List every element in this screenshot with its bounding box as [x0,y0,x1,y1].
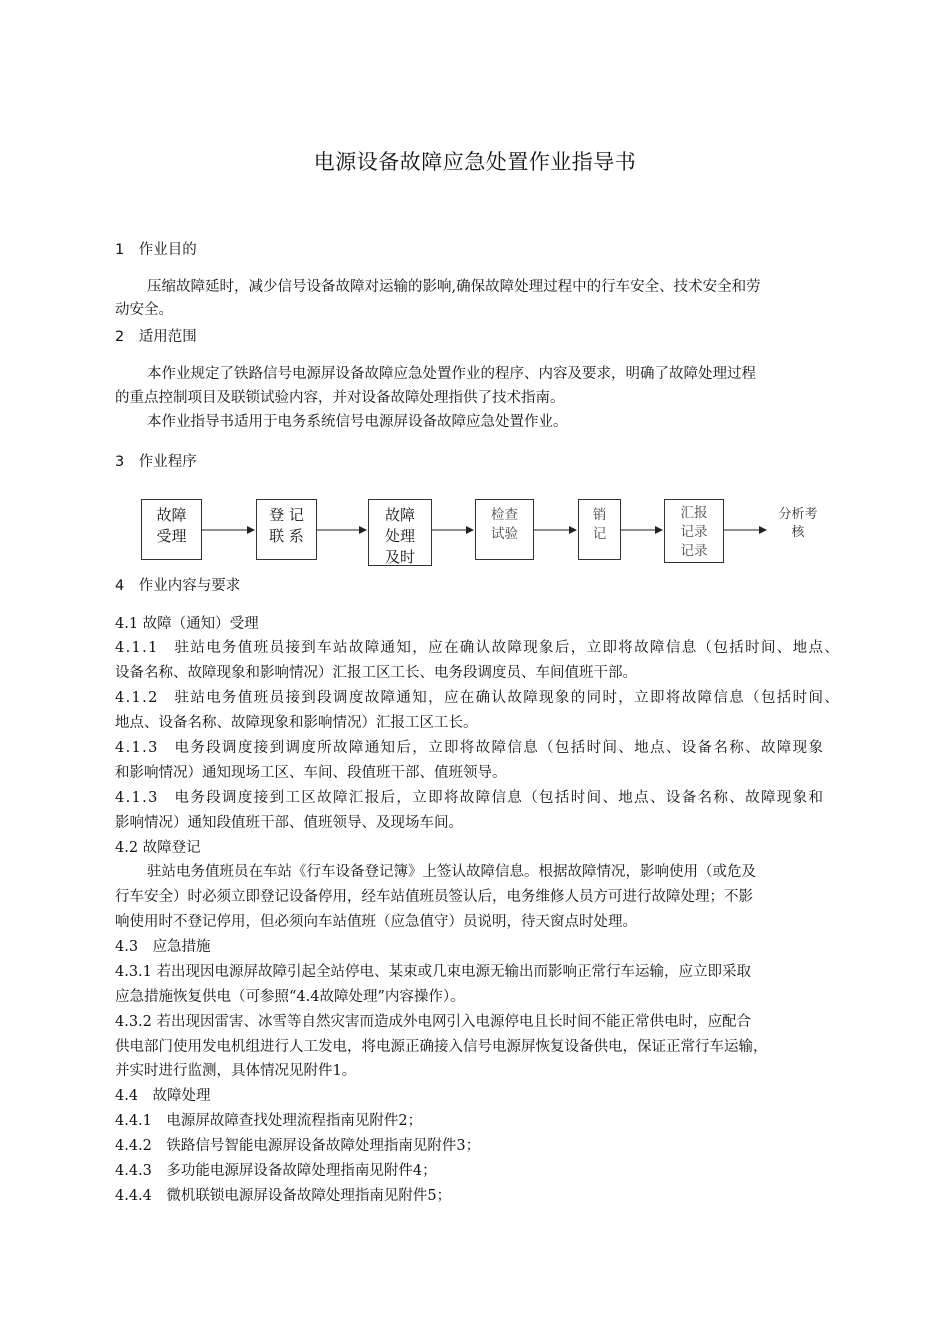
subsection-4-1-heading: 4.1 故障（通知）受理 [115,616,259,632]
flow-step-report-record: 汇报 记录 记录 [664,499,724,563]
clause-4-3-1-line-2: 应急措施恢复供电（可参照“4.4故障处理”内容操作）。 [115,989,465,1005]
flow-step-fault-acceptance: 故障 受理 [141,499,202,560]
section-1-paragraph-line-2: 动安全。 [115,302,173,318]
flow-step-inspection-test: 检查 试验 [475,499,534,560]
flow-step-fault-handling: 故障 处理 及时 [368,499,432,566]
flow-step-register-contact: 登 记 联 系 [256,499,317,560]
section-2-heading: 2 适用范围 [115,329,197,345]
subsection-4-4-heading: 4.4 故障处理 [115,1088,211,1104]
clause-4-4-2: 4.4.2 铁路信号智能电源屏设备故障处理指南见附件3； [115,1138,481,1154]
document-title: 电源设备故障应急处置作业指导书 [313,150,637,174]
section-2-paragraph-1-line-2: 的重点控制项目及联锁试验内容，并对设备故障处理指供了技术指南。 [115,390,565,406]
section-2-paragraph-2: 本作业指导书适用于电务系统信号电源屏设备故障应急处置作业。 [147,414,568,430]
subsection-4-2-heading: 4.2 故障登记 [115,840,201,856]
clause-4-3-2-line-3: 并实时进行监测，具体情况见附件1。 [115,1063,357,1079]
clause-4-1-3a-line-2: 和影响情况）通知现场工区、车间、段值班干部、值班领导。 [115,765,507,781]
subsection-4-3-heading: 4.3 应急措施 [115,939,211,955]
clause-4-1-3a-line-1: 4.1.3 电务段调度接到调度所故障通知后，立即将故障信息（包括时间、地点、设备名称、故障现象 [115,740,825,756]
clause-4-2-line-1: 驻站电务值班员在车站《行车设备登记簿》上签认故障信息。根据故障情况，影响使用（或危及 [147,864,756,880]
clause-4-4-4: 4.4.4 微机联锁电源屏设备故障处理指南见附件5； [115,1188,452,1204]
clause-4-3-2-line-2: 供电部门使用发电机组进行人工发电，将电源正确接入信号电源屏恢复设备供电，保证正常行车运输， [115,1039,768,1055]
clause-4-2-line-2: 行车安全）时必须立即登记设备停用，经车站值班员签认后，电务维修人员方可进行故障处理；不影 [115,889,753,905]
clause-4-1-2-line-2: 地点、设备名称、故障现象和影响情况）汇报工区工长。 [115,715,478,731]
section-2-paragraph-1-line-1: 本作业规定了铁路信号电源屏设备故障应急处置作业的程序、内容及要求，明确了故障处理过程 [147,366,756,382]
clause-4-4-1: 4.4.1 电源屏故障查找处理流程指南见附件2； [115,1113,423,1129]
clause-4-1-1-line-2: 设备名称、故障现象和影响情况）汇报工区工长、电务段调度员、车间值班干部。 [115,665,637,681]
clause-4-1-3b-line-1: 4.1.3 电务段调度接到工区故障汇报后，立即将故障信息（包括时间、地点、设备名称、故障现象和 [115,790,825,806]
clause-4-3-2-line-1: 4.3.2 若出现因雷害、冰雪等自然灾害而造成外电网引入电源停电且长时间不能正常供电时，应配合 [115,1014,751,1030]
flow-step-analysis-assessment: 分析考 核 [778,507,818,540]
section-3-heading: 3 作业程序 [115,454,197,470]
clause-4-3-1-line-1: 4.3.1 若出现因电源屏故障引起全站停电、某束或几束电源无输出而影响正常行车运输，应立即采取 [115,964,751,980]
clause-4-4-3: 4.4.3 多功能电源屏设备故障处理指南见附件4； [115,1163,437,1179]
clause-4-1-2-line-1: 4.1.2 驻站电务值班员接到段调度故障通知，应在确认故障现象的同时，立即将故障信息（包括时间、 [115,690,841,706]
clause-4-1-1-line-1: 4.1.1 驻站电务值班员接到车站故障通知，应在确认故障现象后，立即将故障信息（包括时间、地点、 [115,640,841,656]
clause-4-2-line-3: 响使用时不登记停用，但必须向车站值班（应急值守）员说明，待天窗点时处理。 [115,914,637,930]
flow-step-cancel-record: 销 记 [578,499,621,560]
section-4-heading: 4 作业内容与要求 [115,578,241,594]
clause-4-1-3b-line-2: 影响情况）通知段值班干部、值班领导、及现场车间。 [115,815,463,831]
section-1-paragraph-line-1: 压缩故障延时，减少信号设备故障对运输的影响,确保故障处理过程中的行车安全、技术安全和劳 [147,279,761,295]
section-1-heading: 1 作业目的 [115,242,197,258]
